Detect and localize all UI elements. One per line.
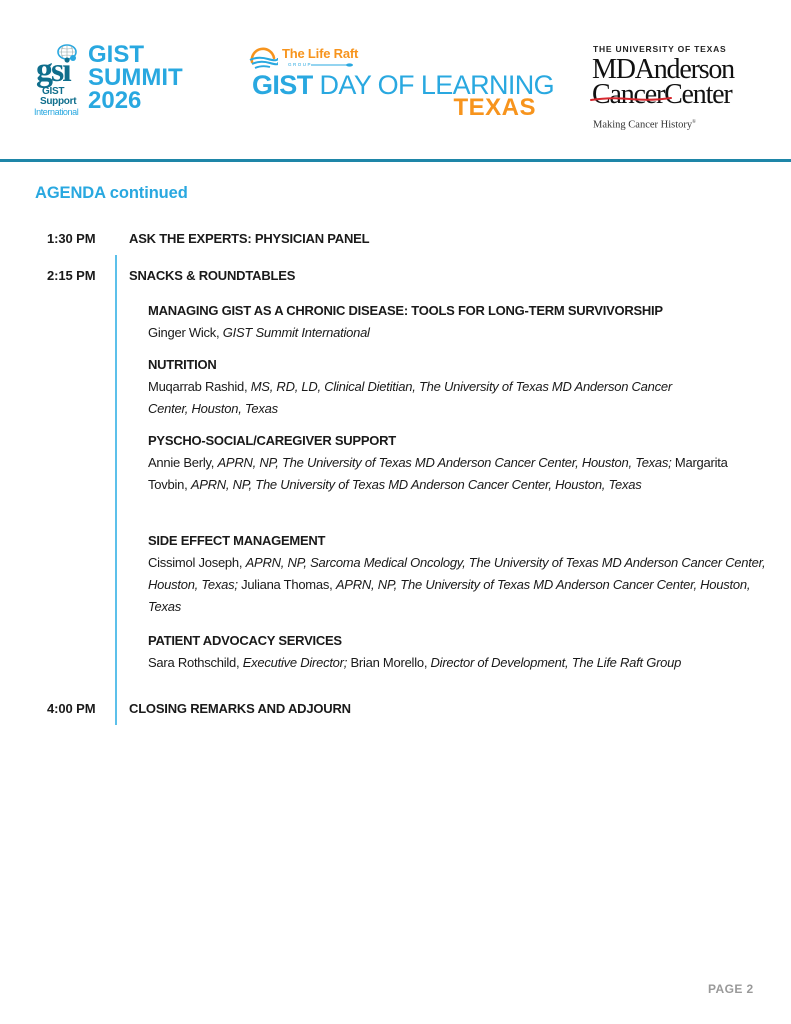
- gsi-letters: gsi: [36, 52, 70, 89]
- slot-time: 4:00 PM: [47, 701, 96, 716]
- slot-time: 1:30 PM: [47, 231, 96, 246]
- gist-summit-line3: 2026: [88, 87, 142, 114]
- speaker-affiliation: Executive Director;: [242, 655, 348, 670]
- gsi-sub-support: Support: [40, 96, 77, 107]
- speaker-affiliation: GIST Summit International: [222, 325, 370, 340]
- session-item: [148, 630, 788, 674]
- speaker-name: Annie Berly: [148, 455, 211, 470]
- session-item: [148, 300, 778, 344]
- md-anderson-name: MDAnderson: [592, 54, 734, 85]
- session-item: [148, 430, 738, 496]
- session-speakers: Annie Berly, APRN, NP, The University of Texas MD Anderson Cancer Center, Houston, Texas; Margarita Tovbin, APRN, NP, The University of Texas MD Anderson Cancer Center, Houston, Texas: [148, 455, 728, 492]
- speaker-affiliation: APRN, NP, The University of Texas MD Anderson Cancer Center, Houston, Texas: [190, 477, 642, 492]
- event-title-rest: DAY OF LEARNING: [312, 70, 555, 100]
- session-item: [148, 354, 708, 420]
- speaker-name: Brian Morello: [347, 655, 424, 670]
- life-raft-icon: [248, 46, 278, 70]
- session-speakers: Sara Rothschild, Executive Director; Brian Morello, Director of Development, The Life Raft Group: [148, 655, 682, 670]
- slot-title: CLOSING REMARKS AND ADJOURN: [129, 701, 351, 716]
- speaker-name: Margarita Tovbin: [148, 455, 728, 492]
- session-item: [148, 530, 782, 618]
- speaker-affiliation: APRN, NP, Sarcoma Medical Oncology, The University of Texas MD Anderson Cancer Center, Houston, Texas;: [148, 555, 766, 592]
- session-title: SIDE EFFECT MANAGEMENT: [148, 533, 326, 548]
- timeline-line: [115, 255, 117, 725]
- gist-summit-line1: GIST: [88, 41, 145, 68]
- oar-icon: [311, 63, 353, 67]
- session-speakers: Ginger Wick, GIST Summit International: [148, 325, 370, 340]
- session-title: MANAGING GIST AS A CHRONIC DISEASE: TOOLS FOR LONG-TERM SURVIVORSHIP: [148, 303, 663, 318]
- gsi-mark: [34, 44, 88, 120]
- speaker-affiliation: MS, RD, LD, Clinical Dietitian, The University of Texas MD Anderson Cancer Center, Houston, Texas: [148, 379, 672, 416]
- gsi-sub-gist: GIST: [42, 86, 65, 97]
- gsi-sub-international: International: [34, 107, 79, 117]
- life-raft-name: The Life Raft: [282, 46, 359, 61]
- speaker-name: Cissimol Joseph: [148, 555, 239, 570]
- speaker-name: Ginger Wick: [148, 325, 217, 340]
- gist-summit-logo: [34, 41, 204, 120]
- speaker-affiliation: APRN, NP, The University of Texas MD Anderson Cancer Center, Houston, Texas: [148, 577, 751, 614]
- session-title: PATIENT ADVOCACY SERVICES: [148, 633, 342, 648]
- speaker-affiliation: Director of Development, The Life Raft Group: [430, 655, 682, 670]
- cancer-strikethrough-icon: [590, 96, 672, 102]
- md-anderson-university: THE UNIVERSITY OF TEXAS: [593, 44, 727, 54]
- life-raft-group: GROUP: [288, 62, 313, 67]
- event-title-bold: GIST: [252, 70, 313, 100]
- page-number: PAGE 2: [708, 982, 754, 996]
- md-anderson-logo: [592, 44, 772, 134]
- speaker-affiliation: APRN, NP, The University of Texas MD Anderson Cancer Center, Houston, Texas;: [217, 455, 672, 470]
- session-speakers: Muqarrab Rashid, MS, RD, LD, Clinical Dietitian, The University of Texas MD Anderson Cancer Center, Houston, Texas: [148, 379, 672, 416]
- session-title: NUTRITION: [148, 357, 217, 372]
- slot-title: ASK THE EXPERTS: PHYSICIAN PANEL: [129, 231, 370, 246]
- slot-time: 2:15 PM: [47, 268, 96, 283]
- agenda-title: AGENDA continued: [35, 184, 188, 202]
- session-speakers: Cissimol Joseph, APRN, NP, Sarcoma Medical Oncology, The University of Texas MD Anderson Cancer Center, Houston, Texas; Juliana Thomas, APRN, NP, The University of Texas MD Anderson Cancer Center, Houston, Texas: [148, 555, 766, 614]
- speaker-name: Sara Rothschild: [148, 655, 237, 670]
- page-header: [0, 0, 791, 160]
- gist-summit-line2: SUMMIT: [88, 64, 183, 91]
- gist-day-of-learning-logo: [248, 44, 555, 124]
- event-location: TEXAS: [453, 94, 536, 121]
- speaker-name: Muqarrab Rashid: [148, 379, 244, 394]
- speaker-name: Juliana Thomas: [237, 577, 330, 592]
- md-anderson-cancer-center: CancerCenter: [592, 79, 732, 110]
- header-divider: [0, 159, 791, 162]
- slot-title: SNACKS & ROUNDTABLES: [129, 268, 296, 283]
- session-title: PYSCHO-SOCIAL/CAREGIVER SUPPORT: [148, 433, 396, 448]
- md-anderson-tagline: Making Cancer History®: [593, 119, 696, 131]
- gist-summit-title: [88, 43, 183, 112]
